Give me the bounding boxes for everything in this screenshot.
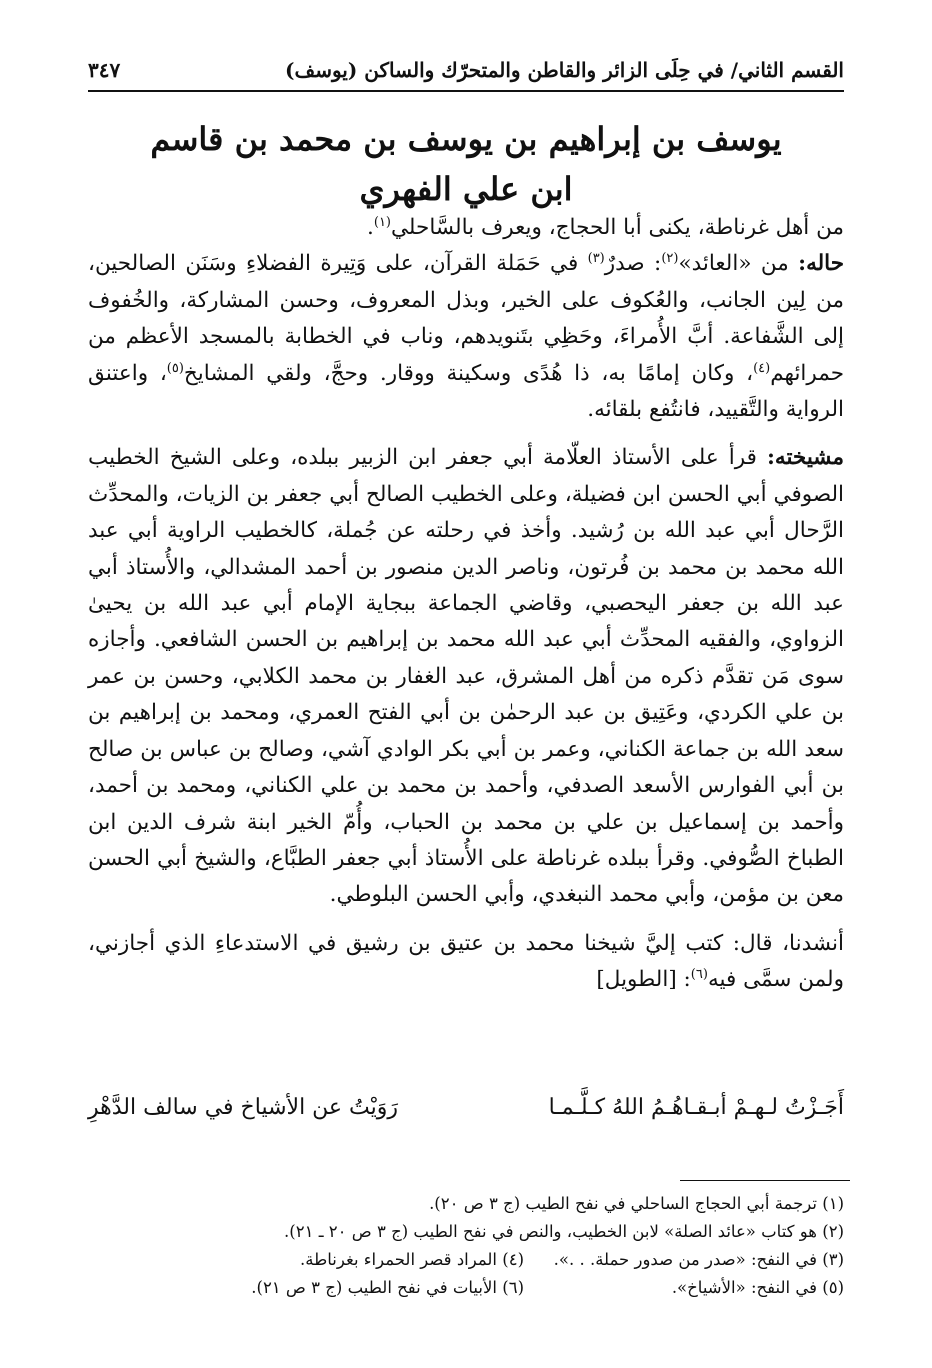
footnote-6: (٦) الأبيات في نفح الطيب (ج ٣ ص ٢١). bbox=[251, 1278, 524, 1297]
haluh-text: في حَمَلة القرآن، على وَتِيرة الفضلاءِ وسَنَن الصالحين، من لِين الجانب، والعُكوف على الخير، وبذل المعروف، وحسن المشاركة، والخُفوف إلى الشَّفاعة. أبَّ الأُمراءَ، وحَظِي بتَنويدهم، وناب في الخطابة بالمسجد الأعظم من حمرائهم bbox=[88, 251, 844, 386]
footnote-ref: (٤) bbox=[753, 360, 771, 376]
main-text bbox=[88, 210, 844, 999]
verse-hemistich-2: رَوَيْتُ عن الأشياخ في سالف الدَّهْرِ bbox=[88, 1095, 399, 1120]
mashyakha-label: مشيخته: bbox=[766, 445, 844, 471]
haluh-label: حاله: bbox=[798, 251, 844, 277]
footnote-divider bbox=[680, 1180, 850, 1181]
title-line-1: يوسف بن إبراهيم بن يوسف بن محمد بن قاسم bbox=[150, 120, 782, 158]
entry-title bbox=[88, 114, 844, 214]
running-header bbox=[88, 50, 844, 92]
inshad-paragraph bbox=[88, 926, 844, 999]
poem-verse bbox=[88, 1095, 844, 1120]
footnote-2: (٢) هو كتاب «عائد الصلة» لابن الخطيب، والنص في نفح الطيب (ج ٣ ص ٢٠ ـ ٢١). bbox=[284, 1222, 844, 1241]
footnote-3: (٣) في النفح: «صدر من صدور حملة. . .». bbox=[553, 1250, 844, 1269]
intro-text: من أهل غرناطة، يكنى أبا الحجاج، ويعرف بالسَّاحلي bbox=[391, 215, 844, 240]
footnote-ref: (٦) bbox=[690, 966, 708, 982]
footnote-4: (٤) المراد قصر الحمراء بغرناطة. bbox=[300, 1250, 524, 1269]
footnote-ref: (٣) bbox=[587, 251, 605, 267]
page-number: ٣٤٧ bbox=[88, 58, 121, 82]
intro-end: . bbox=[367, 215, 374, 240]
title-line-2: ابن علي الفهري bbox=[359, 170, 573, 208]
haluh-text: ، وكان إمامًا به، ذا هُدًى وسكينة ووقار. وحجَّ، ولقي المشايخ bbox=[183, 360, 754, 386]
inshad-text: : [الطويل] bbox=[596, 967, 691, 993]
intro-paragraph bbox=[88, 210, 844, 246]
footnotes bbox=[120, 1190, 844, 1302]
section-title: القسم الثاني/ في حِلَى الزائر والقاطن والمتحرّك والساكن (يوسف) bbox=[285, 58, 844, 82]
footnote-1: (١) ترجمة أبي الحجاج الساحلي في نفح الطيب (ج ٣ ص ٢٠). bbox=[429, 1194, 844, 1213]
footnote-ref: (١) bbox=[373, 214, 391, 230]
haluh-text: ، واعتنق الرواية والتَّقييد، فانتُفع بلقائه. bbox=[88, 360, 844, 423]
haluh-text: : صدرٌ bbox=[604, 251, 662, 277]
verse-hemistich-1: أَجَـزْتُ لـهـمْ أبـقـاهُـمُ اللهُ كـلَّـمـا bbox=[548, 1095, 844, 1120]
footnote-row bbox=[120, 1274, 844, 1302]
mashyakha-text: قرأ على الأستاذ العلّامة أبي جعفر ابن الزبير ببلده، وعلى الشيخ الخطيب الصوفي أبي الحسن ابن فضيلة، وعلى الخطيب الصالح أبي جعفر بن الزيات، والمحدِّث الرَّحال أبي عبد الله بن رُشيد. وأخذ في رحلته عن جُملة، كالخطيب الراوية أبي عبد الله محمد بن محمد بن فُرتون، وناصر الدين منصور بن أحمد المشدالي، والأُستاذ أبي عبد الله بن جعفر اليحصبي، وقاضي الجماعة ببجاية الإمام أبي عبد الله بن يحيىٰ الزواوي، والفقيه المحدِّث أبي عبد الله محمد بن إبراهيم بن الحسن الشافعي. وأجازه سوى مَن تقدَّم ذكره من أهل المشرق، عبد الغفار بن محمد الكلابي، وحسن بن عمر بن علي الكردي، وعَتِيق بن عبد الرحمٰن بن أبي الفتح العمري، ومحمد بن إبراهيم بن سعد الله بن جماعة الكناني، وعمر بن أبي بكر الوادي آشي، وصالح بن عباس بن صالح بن أبي الفوارس الأسعد الصدفي، وأحمد بن محمد بن علي الكناني، ومحمد بن أحمد، وأحمد بن إسماعيل بن علي بن محمد بن الحباب، وأُمّ الخير ابنة شرف الدين ابن الطباخ الصُّوفي. وقرأ ببلده غرناطة على الأُستاذ أبي جعفر الطبَّاع، والشيخ أبي الحسن معن بن مؤمن، وأبي محمد النبغدي، وأبي الحسن البلوطي. bbox=[88, 445, 844, 908]
footnote-row bbox=[120, 1246, 844, 1274]
footnote-5: (٥) في النفح: «الأشياخ». bbox=[671, 1278, 844, 1297]
inshad-text: أنشدنا، قال: كتب إليَّ شيخنا محمد بن عتيق بن رشيق في الاستدعاءِ الذي أجازني، ولمن سمَّى فيه bbox=[88, 930, 844, 993]
footnote-ref: (٥) bbox=[166, 360, 184, 376]
mashyakha-paragraph bbox=[88, 440, 844, 913]
haluh-paragraph bbox=[88, 246, 844, 428]
haluh-text: من «العائد» bbox=[678, 251, 789, 277]
footnote-ref: (٢) bbox=[661, 251, 679, 267]
